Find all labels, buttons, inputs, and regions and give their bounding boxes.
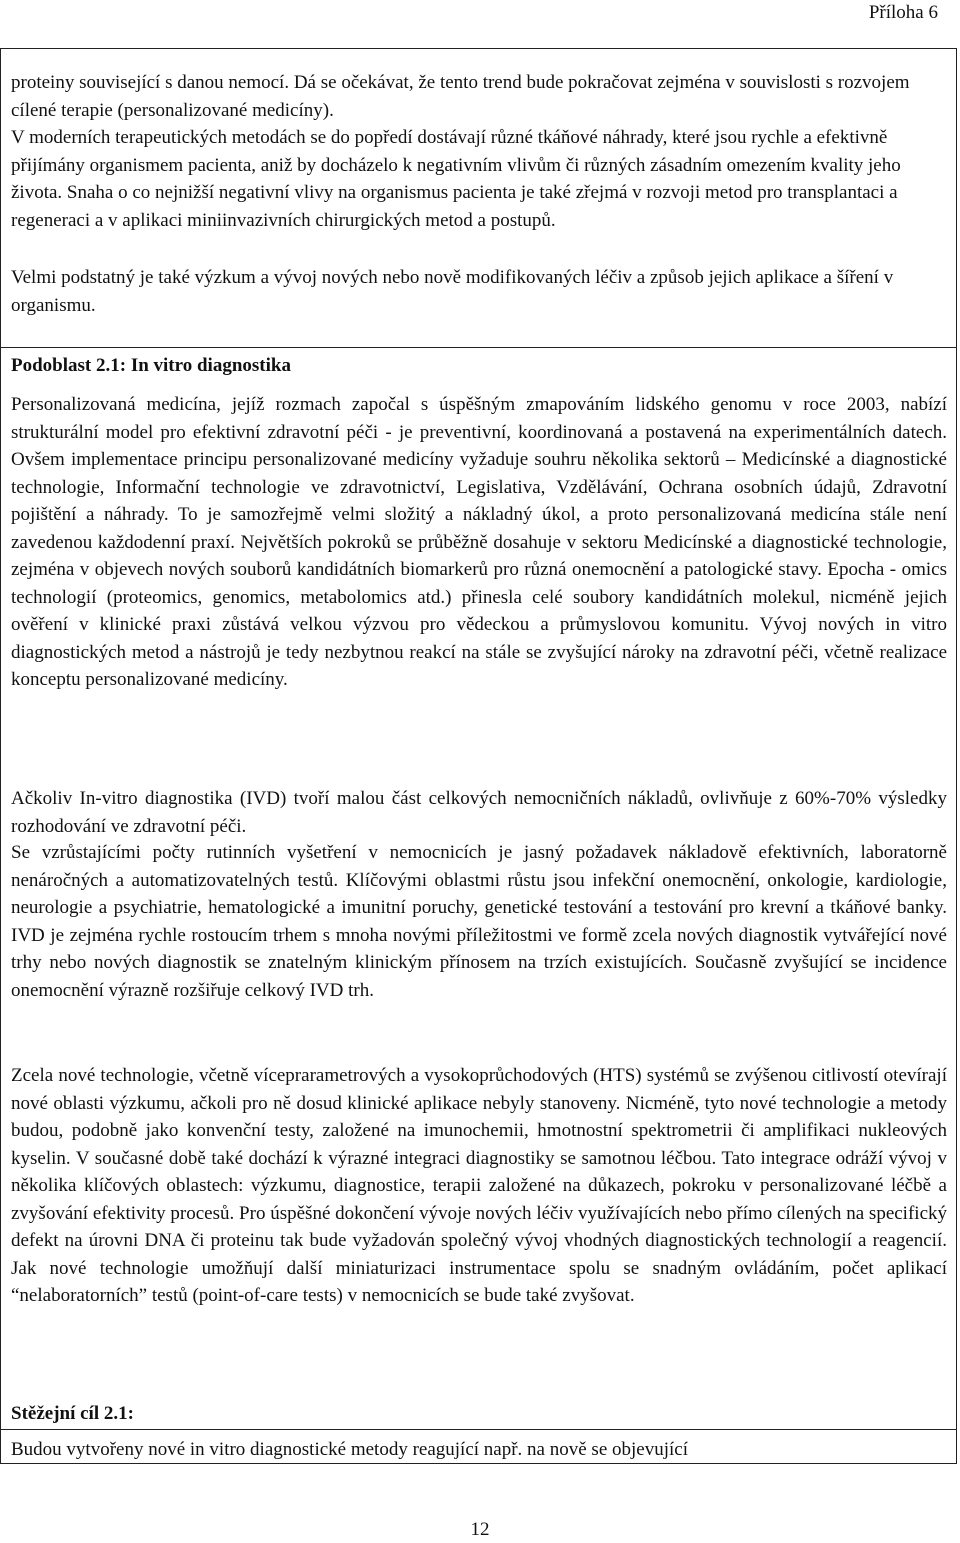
page-number: 12 <box>470 1519 490 1540</box>
section-divider <box>0 347 957 348</box>
section-paragraph-2: Ačkoliv In-vitro diagnostika (IVD) tvoří malou část celkových nemocničních nákladů, ovlivňuje z 60%-70% výsledky rozhodování ve zdravotní péči. <box>11 788 947 837</box>
section-paragraph-4: Zcela nové technologie, včetně víceprarametrových a vysokoprůchodových (HTS) systémů se zvýšenou citlivostí otevírají nové oblasti výzkumu, ačkoli pro ně dosud klinické aplikace nebyly stanoveny. Nicméně, tyto nové technologie a metody budou, podobně jako konvenční testy, založené na imunochemii, hmotnostní spektrometrii či amplifikaci nukleových kyselin. V současné době také dochází k výrazné integraci diagnostiky se samotnou léčbou. Tato integrace odráží vývoj v několika klíčových oblastech: výzkumu, diagnostice, terapii založené na důkazech, pokroku v personalizované léčbě a zvyšování efektivity procesů. Pro úspěšné dokončení vývoje nových léčiv využívajících nebo přímo cílených na specifický defekt na úrovni DNA či proteinu tak bude vyžadován společný vývoj vhodných diagnostických technologií a reagencií. Jak nové technologie umožňují další miniaturizaci instrumentace spolu se snadným ovládáním, počet aplikací “nelaboratorních” testů (point-of-care tests) v nemocnicích se bude také zvyšovat. <box>11 1065 947 1306</box>
section-paragraph-1: Personalizovaná medicína, jejíž rozmach započal s úspěšným zmapováním lidského genomu v roce 2003, nabízí strukturální model pro efektivní zdravotní péči - je preventivní, koordinovaná a postavená na experimentálních datech. Ovšem implementace principu personalizované medicíny vyžaduje souhru několika sektorů – Medicínské a diagnostické technologie, Informační technologie ve zdravotnictví, Legislativa, Vzdělávání, Ochrana osobních údajů, Zdravotní pojištění a náhrady. To je samozřejmě velmi složitý a nákladný úkol, a proto personalizovaná medicína stále není zavedenou každodenní praxí. Největších pokroků se průběžně dosahuje v sektoru Medicínské a diagnostické technologie, zejména v objevech nových souborů kandidátních biomarkerů pro různá onemocnění a patologické stavy. Epocha - omics technologií (proteomics, genomics, metabolomics atd.) přinesla celé soubory kandidátních molekul, nicméně jejich ověření v klinické praxi zůstává velkou výzvou pro vědeckou a průmyslovou komunitu. Vývoj nových in vitro diagnostických metod a nástrojů je tedy nezbytnou reakcí na stále se zvyšující nároky na zdravotní péči, včetně realizace konceptu personalizované medicíny. <box>11 394 947 690</box>
intro-paragraph-3: Velmi podstatný je také výzkum a vývoj nových nebo nově modifikovaných léčiv a způsob jejich aplikace a šíření v organismu. <box>11 267 894 316</box>
section-heading: Podoblast 2.1: In vitro diagnostika <box>11 355 291 376</box>
goal-text: Budou vytvořeny nové in vitro diagnostické metody reagující např. na nově se objevující <box>11 1439 688 1460</box>
intro-paragraph-1: proteiny související s danou nemocí. Dá se očekávat, že tento trend bude pokračovat zejména v souvislosti s rozvojem cílené terapie (personalizované medicíny). <box>11 72 910 121</box>
section-paragraph-3: Se vzrůstajícími počty rutinních vyšetření v nemocnicích je jasný požadavek nákladově efektivních, laboratorně nenáročných a automatizovatelných testů. Klíčovými oblastmi růstu jsou infekční onemocnění, onkologie, kardiologie, neurologie a psychiatrie, hematologické a imunitní poruchy, genetické testování a testování pro krevní a tkáňové banky. IVD je zejména rychle rostoucím trhem s mnoha novými příležitostmi ve formě zcela nových diagnostik vytvářející nové trhy nebo nových diagnostik se znatelným klinickým přínosem na trzích existujících. Současně zvyšující se incidence onemocnění výrazně rozšiřuje celkový IVD trh. <box>11 842 947 1001</box>
appendix-label: Příloha 6 <box>868 2 938 23</box>
goal-heading: Stěžejní cíl 2.1: <box>11 1403 134 1424</box>
goal-divider <box>0 1429 957 1430</box>
intro-paragraph-2: V moderních terapeutických metodách se do popředí dostávají různé tkáňové náhrady, které jsou rychle a efektivně přijímány organismem pacienta, aniž by docházelo k negativním vlivům či různých zásadním omezením kvality jeho života. Snaha o co nejnižší negativní vlivy na organismus pacienta je také zřejmá v rozvoji metod pro transplantaci a regeneraci a v aplikaci miniinvazivních chirurgických metod a postupů. <box>11 127 901 231</box>
